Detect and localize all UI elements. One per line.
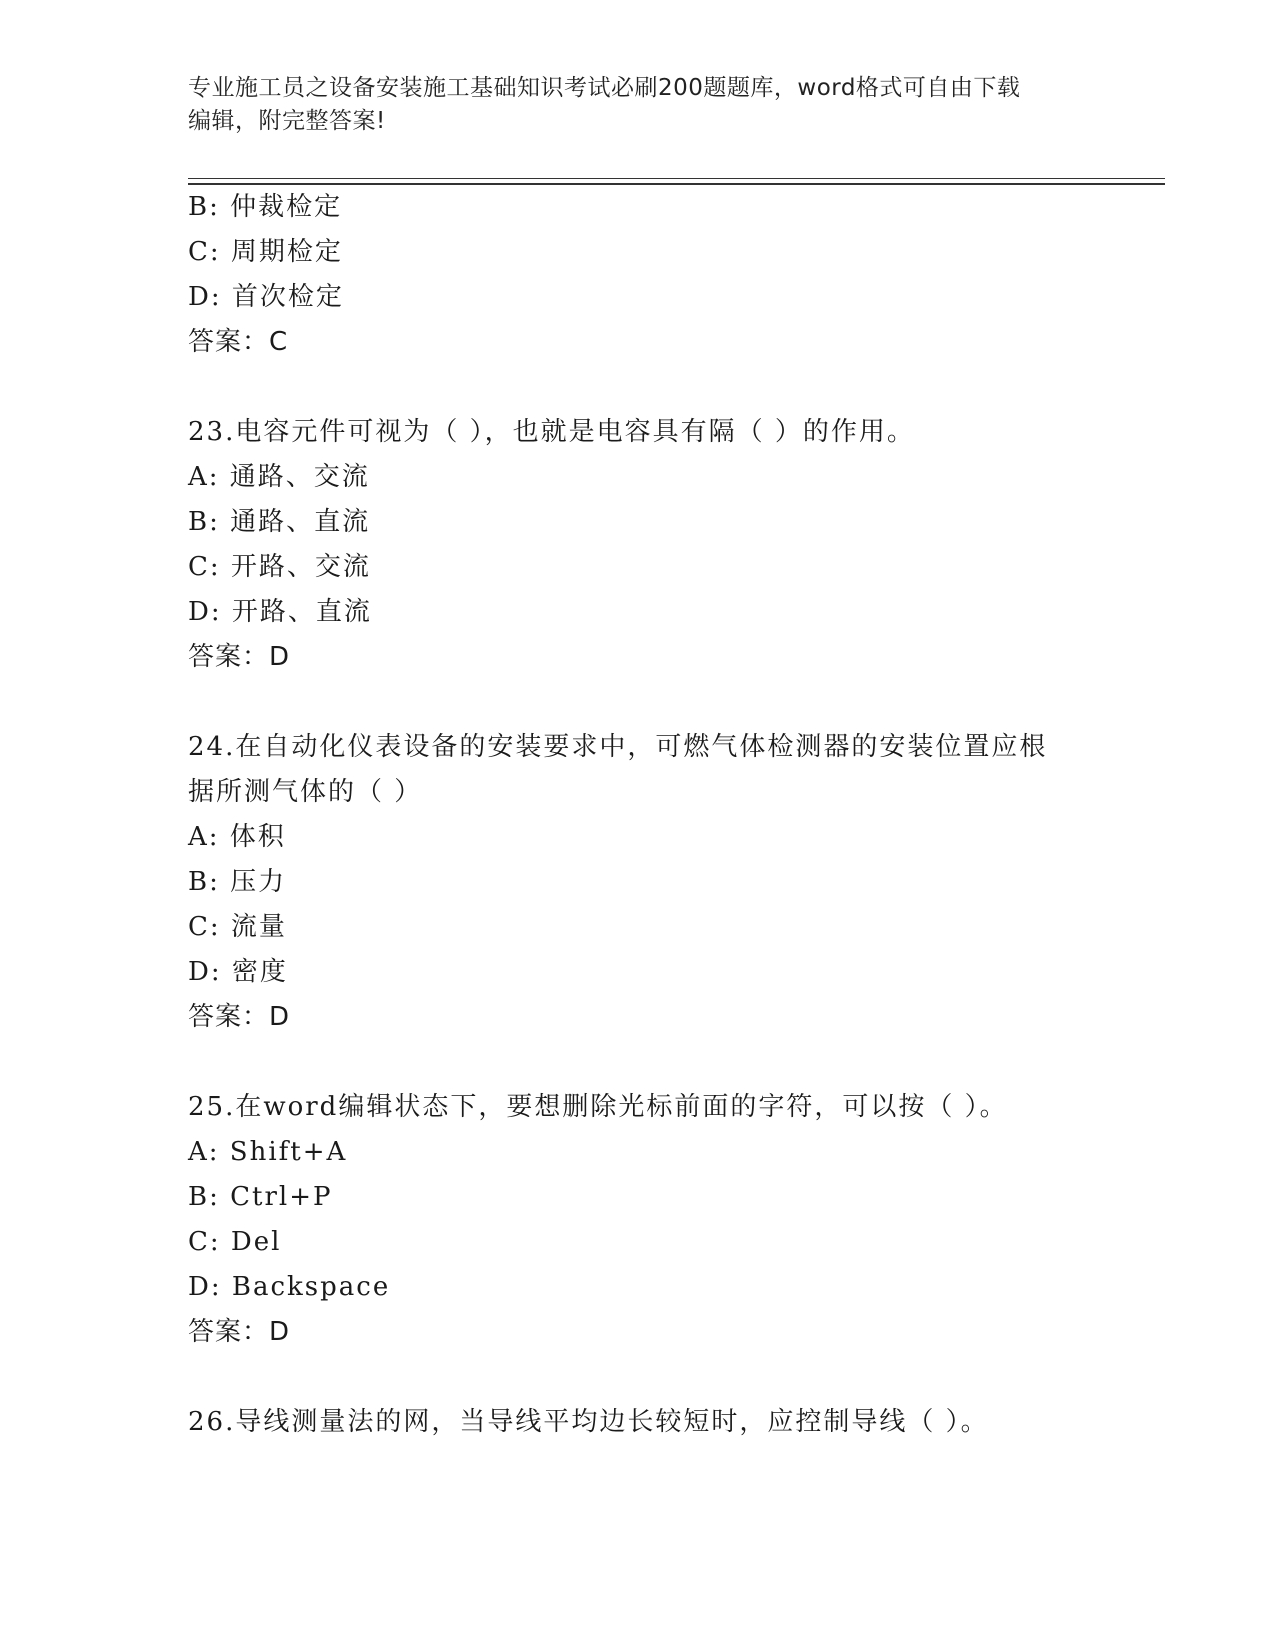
header-title-line-2: 编辑，附完整答案! <box>188 108 386 134</box>
q24-question-line-1: 24.在自动化仪表设备的安装要求中，可燃气体检测器的安装位置应根 <box>188 732 1048 762</box>
q25-question: 25.在word编辑状态下，要想删除光标前面的字符，可以按（ ）。 <box>188 1092 1008 1122</box>
q24-option-a: A: 体积 <box>188 822 286 852</box>
q23-option-d: D: 开路、直流 <box>188 597 372 627</box>
q25-option-b: B: Ctrl+P <box>188 1182 333 1212</box>
q22-option-c: C: 周期检定 <box>188 237 343 267</box>
q22-option-d: D: 首次检定 <box>188 282 344 312</box>
q24-answer: 答案：D <box>188 1002 291 1032</box>
header-divider-thin <box>188 178 1165 179</box>
header-title-line-1: 专业施工员之设备安装施工基础知识考试必刷200题题库，word格式可自由下载 <box>188 75 1021 101</box>
page-header <box>188 72 1088 138</box>
q25-option-c: C: Del <box>188 1227 282 1257</box>
q24-option-b: B: 压力 <box>188 867 287 897</box>
q25-answer: 答案：D <box>188 1317 291 1347</box>
q25-option-a: A: Shift+A <box>188 1137 348 1167</box>
q22-option-b: B: 仲裁检定 <box>188 192 343 222</box>
q23-option-a: A: 通路、交流 <box>188 462 370 492</box>
q23-option-b: B: 通路、直流 <box>188 507 371 537</box>
q23-answer: 答案：D <box>188 642 291 672</box>
q23-question: 23.电容元件可视为（ ），也就是电容具有隔（ ）的作用。 <box>188 417 915 447</box>
q24-option-c: C: 流量 <box>188 912 287 942</box>
q25-option-d: D: Backspace <box>188 1272 391 1302</box>
q26-question: 26.导线测量法的网，当导线平均边长较短时，应控制导线（ ）。 <box>188 1407 989 1437</box>
q22-answer: 答案：C <box>188 327 289 357</box>
header-divider-thick <box>188 183 1165 185</box>
q24-question-line-2: 据所测气体的（ ） <box>188 777 423 807</box>
q24-option-d: D: 密度 <box>188 957 288 987</box>
q23-option-c: C: 开路、交流 <box>188 552 371 582</box>
